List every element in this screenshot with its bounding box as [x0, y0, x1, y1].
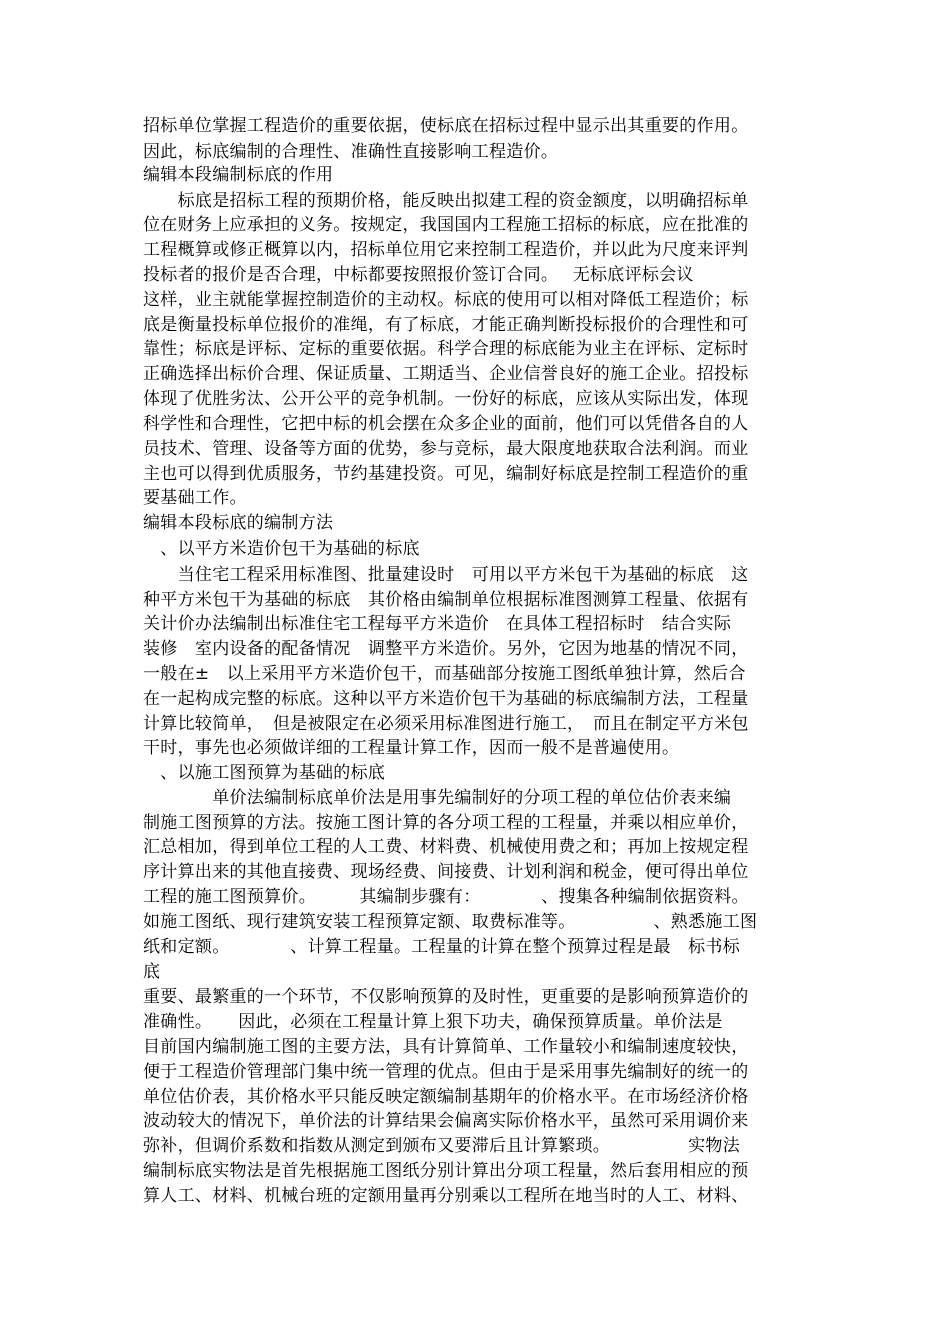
text-line: 单位估价表，其价格水平只能反映定额编制基期年的价格水平。在市场经济价格	[143, 1087, 749, 1107]
text-line: 编制标底实物法是首先根据施工图纸分别计算出分项工程量，然后套用相应的预	[143, 1161, 749, 1181]
text-line: 如施工图纸、现行建筑安装工程预算定额、取费标准等。 、熟悉施工图	[143, 912, 758, 932]
text-line: 关计价办法编制出标准住宅工程每平方米造价 在具体工程招标时 结合实际	[143, 614, 732, 634]
text-line: 目前国内编制施工图的主要方法，具有计算简单、工作量较小和编制速度较快，	[143, 1037, 749, 1057]
text-line: 科学性和合理性，它把中标的机会摆在众多企业的面前，他们可以凭借各自的人	[143, 414, 749, 434]
text-line: 当住宅工程采用标准图、批量建设时 可用以平方米包干为基础的标底 这	[143, 565, 749, 585]
text-line: 这样，业主就能掌握控制造价的主动权。标底的使用可以相对降低工程造价；标	[143, 290, 749, 310]
text-line: 位在财务上应承担的义务。按规定，我国国内工程施工招标的标底，应在批准的	[143, 215, 749, 235]
text-line: 装修 室内设备的配备情况 调整平方米造价。另外，它因为地基的情况不同，	[143, 639, 749, 659]
text-line: 一般在± 以上采用平方米造价包干，而基础部分按施工图纸单独计算，然后合	[143, 664, 746, 684]
text-line: 因此，标底编制的合理性、准确性直接影响工程造价。	[143, 142, 559, 162]
text-line: 投标者的报价是否合理，中标都要按照报价签订合同。 无标底评标会议	[143, 265, 694, 285]
text-line: 种平方米包干为基础的标底 其价格由编制单位根据标准图测算工程量、依据有	[143, 590, 749, 610]
text-line: 要基础工作。	[143, 488, 247, 508]
text-line: 工程的施工图预算价。 其编制步骤有： 、搜集各种编制依据资料。	[143, 887, 749, 907]
text-line: 干时，事先也必须做详细的工程量计算工作，因而一般不是普遍使用。	[143, 738, 680, 758]
text-line: 便于工程造价管理部门集中统一管理的优点。但由于是采用事先编制好的统一的	[143, 1062, 749, 1082]
text-line: 正确选择出标价合理、保证质量、工期适当、企业信誉良好的施工企业。招投标	[143, 364, 749, 384]
text-line: 标底是招标工程的预期价格，能反映出拟建工程的资金额度，以明确招标单	[143, 191, 749, 211]
text-line: 员技术、管理、设备等方面的优势，参与竞标，最大限度地获取合法利润。而业	[143, 439, 749, 459]
text-line: 汇总相加，得到单位工程的人工费、材料费、机械使用费之和；再加上按规定程	[143, 837, 749, 857]
text-line: 序计算出来的其他直接费、现场经费、间接费、计划利润和税金，便可得出单位	[143, 862, 749, 882]
text-line: 弥补，但调价系数和指数从测定到颁布又要滞后且计算繁琐。 实物法	[143, 1136, 740, 1156]
text-line: 算人工、材料、机械台班的定额用量再分别乘以工程所在地当时的人工、材料、	[143, 1186, 749, 1206]
subsection-heading: 、以施工图预算为基础的标底	[143, 763, 386, 783]
text-line: 单价法编制标底单价法是用事先编制好的分项工程的单位估价表来编	[143, 788, 732, 808]
text-line: 重要、最繁重的一个环节，不仅影响预算的及时性，更重要的是影响预算造价的	[143, 987, 749, 1007]
text-line: 制施工图预算的方法。按施工图计算的各分项工程的工程量，并乘以相应单价，	[143, 813, 749, 833]
text-line: 波动较大的情况下，单价法的计算结果会偏离实际价格水平，虽然可采用调价来	[143, 1111, 749, 1131]
text-line: 底是衡量投标单位报价的准绳，有了标底，才能正确判断投标报价的合理性和可	[143, 315, 749, 335]
text-line: 计算比较简单， 但是被限定在必须采用标准图进行施工， 而且在制定平方米包	[143, 714, 749, 734]
section-heading: 编辑本段标底的编制方法	[143, 513, 334, 533]
text-line: 招标单位掌握工程造价的重要依据，使标底在招标过程中显示出其重要的作用。	[143, 116, 749, 136]
text-line: 工程概算或修正概算以内，招标单位用它来控制工程造价，并以此为尺度来评判	[143, 240, 749, 260]
text-line: 靠性；标底是评标、定标的重要依据。科学合理的标底能为业主在评标、定标时	[143, 339, 749, 359]
text-line: 纸和定额。 、计算工程量。工程量的计算在整个预算过程是最 标书标	[143, 937, 740, 957]
subsection-heading: 、以平方米造价包干为基础的标底	[143, 539, 420, 559]
text-line: 底	[143, 962, 161, 982]
text-line: 体现了优胜劣汰、公开公平的竞争机制。一份好的标底，应该从实际出发，体现	[143, 389, 749, 409]
text-line: 主也可以得到优质服务，节约基建投资。可见，编制好标底是控制工程造价的重	[143, 464, 749, 484]
text-line: 在一起构成完整的标底。这种以平方米造价包干为基础的标底编制方法，工程量	[143, 689, 749, 709]
section-heading: 编辑本段编制标底的作用	[143, 165, 334, 185]
text-line: 准确性。 因此，必须在工程量计算上狠下功夫，确保预算质量。单价法是	[143, 1012, 723, 1032]
